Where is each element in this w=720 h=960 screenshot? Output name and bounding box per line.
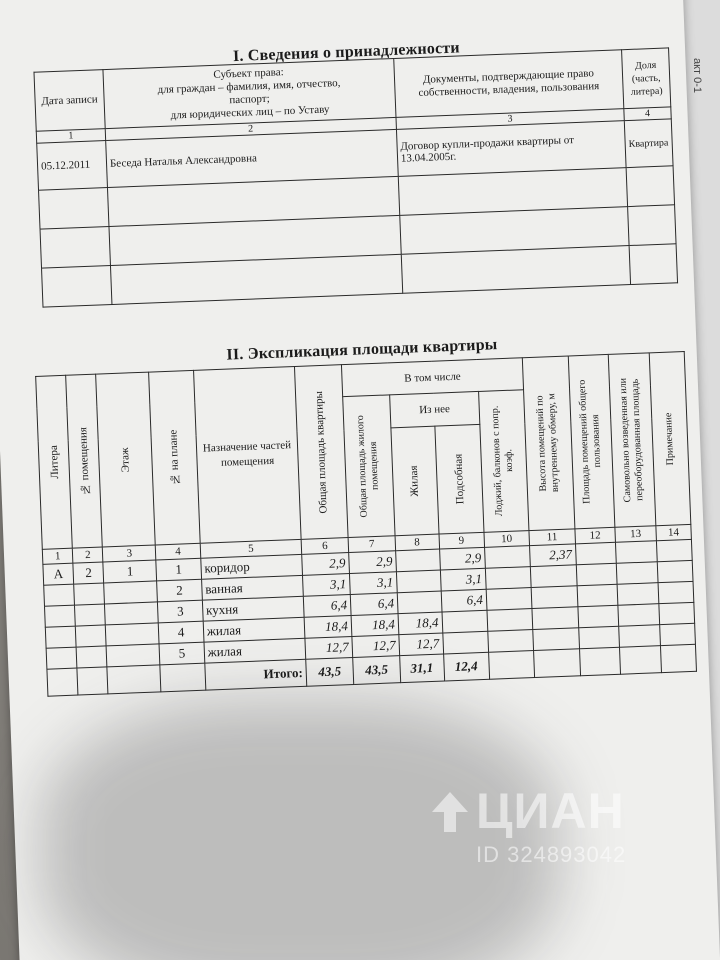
totals-label: Итого: [205, 659, 307, 690]
col-number: 12 [574, 527, 615, 544]
cell-common [576, 563, 617, 586]
cell-note [658, 581, 694, 603]
cell-common [577, 605, 618, 628]
empty-cell [629, 244, 677, 285]
cell-common [575, 542, 616, 565]
header-plan-no-text: № на плане [167, 429, 182, 486]
col-number: 9 [439, 532, 485, 549]
cell-unauth [617, 583, 658, 606]
col-number: 3 [103, 545, 156, 562]
header-note [649, 352, 691, 526]
col-number: 8 [395, 534, 439, 551]
col-number: 4 [155, 543, 200, 560]
record-docs: Договор купли-продажи квартиры от 13.04.2005г. [396, 121, 626, 177]
cell-unauth [618, 604, 659, 627]
col-number: 3 [396, 109, 625, 130]
explication-table [35, 351, 697, 697]
cell-living-total: 3,1 [349, 572, 397, 595]
cell-living [396, 549, 440, 572]
header-unauth-text: Самовольно возведенная или переоборудованная площадь [617, 377, 646, 503]
header-note-text: Примечание [662, 412, 676, 466]
header-of-which: Из нее [390, 391, 480, 427]
header-living [391, 426, 439, 536]
cell-total: 12,7 [305, 636, 353, 659]
header-living-total [343, 395, 395, 538]
cell-living-total: 12,7 [352, 635, 400, 658]
cell-aux [442, 610, 488, 633]
empty-cell [626, 166, 674, 207]
empty-cell [40, 227, 110, 269]
cell-litera [45, 626, 76, 648]
cell-note [659, 602, 695, 624]
empty-cell [660, 644, 696, 672]
col-number: 11 [529, 529, 575, 546]
cell-aux: 2,9 [439, 547, 485, 570]
cell-plan: 1 [156, 558, 201, 581]
header-floor-text: Этаж [119, 446, 133, 473]
cell-purpose: ванная [201, 575, 303, 600]
cell-common [578, 626, 619, 649]
header-aux [434, 424, 483, 534]
cell-aux [442, 631, 488, 654]
header-loggia-text: Лоджий, балконов с попр. коэф. [489, 405, 516, 517]
header-plan-no [149, 370, 200, 545]
section1-title: I. Сведения о принадлежности [232, 39, 461, 66]
cell-unauth [616, 541, 657, 564]
cell-unauth [616, 562, 657, 585]
cell-plan: 4 [158, 621, 203, 644]
col-number: 10 [484, 531, 530, 548]
cell-living [397, 591, 441, 614]
cell-floor [107, 644, 160, 667]
cell-living: 12,7 [399, 633, 443, 656]
empty-cell [401, 246, 631, 294]
cell-living: 18,4 [398, 612, 442, 635]
section2-title: II. Экспликация площади квартиры [226, 336, 498, 364]
cell-litera [44, 605, 75, 627]
col-number: 1 [42, 548, 73, 564]
col-number: 14 [656, 524, 692, 540]
cell-litera: А [43, 563, 74, 585]
side-tag: акт 0-1 [691, 58, 703, 94]
col-number: 5 [200, 539, 302, 558]
col-number: 1 [36, 129, 105, 144]
header-total-area [295, 365, 348, 540]
cell-living-total: 18,4 [351, 614, 399, 637]
subject-line-2: для граждан – фамилия, имя, отчество, [157, 77, 341, 97]
cell-height [533, 628, 579, 651]
empty-cell [620, 646, 662, 675]
cell-floor: 1 [103, 560, 156, 583]
header-living-text: Жилая [408, 465, 422, 497]
header-unauth [608, 353, 655, 527]
cell-loggia [487, 630, 533, 653]
cell-purpose: кухня [202, 596, 304, 621]
cell-litera [44, 584, 75, 606]
cell-note [656, 539, 692, 561]
col-number: 13 [615, 526, 656, 543]
cell-height [532, 607, 578, 630]
cell-height [531, 586, 577, 609]
cell-loggia [485, 567, 531, 590]
cell-room [76, 646, 107, 668]
cell-common [577, 584, 618, 607]
cell-plan: 5 [159, 642, 204, 665]
header-common [568, 354, 615, 528]
cell-aux: 6,4 [441, 589, 487, 612]
cell-total: 2,9 [302, 553, 350, 576]
cell-note [659, 623, 695, 645]
cell-height: 2,37 [530, 544, 576, 567]
header-living-total-text: Общая площадь жилого помещения [354, 415, 381, 518]
cell-total: 6,4 [303, 595, 351, 618]
header-loggia [478, 390, 529, 533]
cell-room [74, 583, 105, 605]
empty-cell [628, 205, 676, 246]
empty-cell [47, 668, 78, 696]
header-floor [96, 372, 155, 547]
header-aux-text: Подсобная [452, 453, 467, 505]
header-height-text: Высота помещений по внутреннему обмеру, м [534, 393, 562, 493]
header-docs: Документы, подтверждающие право собственности, владения, пользования [393, 50, 623, 118]
record-date: 05.12.2011 [37, 141, 108, 191]
cell-note [657, 560, 693, 582]
cian-logo-icon [430, 790, 470, 834]
header-incl: В том числе [341, 358, 523, 397]
subject-line-4: для юридических лиц – по Уставу [170, 103, 330, 122]
totals-living: 31,1 [400, 654, 445, 683]
cell-loggia [486, 588, 532, 611]
header-date: Дата записи [34, 70, 105, 132]
subject-line-1: Субъект права: [213, 66, 284, 81]
empty-cell [77, 667, 108, 695]
col-number: 4 [624, 107, 671, 121]
totals-living-total: 43,5 [353, 656, 401, 685]
col-number: 2 [105, 117, 396, 140]
empty-cell [534, 649, 580, 678]
cell-room: 2 [73, 562, 104, 584]
cell-floor [106, 623, 159, 646]
cell-room [76, 625, 107, 647]
cell-purpose: жилая [203, 617, 305, 642]
empty-cell [579, 647, 621, 676]
cell-purpose: коридор [201, 554, 303, 579]
cell-living [396, 570, 440, 593]
cell-living-total: 2,9 [349, 551, 397, 574]
header-common-text: Площадь помещений общего пользования [577, 379, 604, 505]
cell-loggia [484, 546, 530, 569]
empty-cell [39, 188, 109, 230]
cell-height [530, 565, 576, 588]
cell-room [75, 604, 106, 626]
header-room-no-text: № помещения [77, 426, 92, 496]
cell-aux: 3,1 [440, 568, 486, 591]
empty-cell [107, 665, 161, 694]
watermark-id: ID 324893042 [476, 842, 627, 867]
cell-plan: 3 [158, 600, 203, 623]
cell-litera [46, 647, 77, 669]
totals-total: 43,5 [306, 657, 354, 686]
cell-total: 3,1 [303, 574, 351, 597]
ownership-table [33, 47, 678, 307]
cell-total: 18,4 [304, 616, 352, 639]
empty-cell [160, 663, 206, 692]
empty-cell [42, 265, 112, 307]
watermark-brand: ЦИАН [476, 783, 625, 839]
cell-purpose: жилая [204, 638, 306, 663]
subject-line-3: паспорт; [229, 92, 270, 107]
cell-loggia [487, 609, 533, 632]
cell-plan: 2 [157, 579, 202, 602]
totals-aux: 12,4 [443, 652, 489, 681]
header-total-area-text: Общая площадь квартиры [312, 390, 330, 514]
empty-cell [488, 651, 534, 680]
cell-floor [105, 602, 158, 625]
header-purpose: Назначение частей помещения [193, 366, 301, 543]
cell-floor [104, 581, 157, 604]
header-height [522, 356, 574, 531]
col-number: 7 [348, 536, 396, 553]
header-share: Доля (часть, литера) [622, 48, 671, 109]
record-share: Квартира [624, 119, 673, 168]
header-subject [103, 58, 396, 128]
cell-living-total: 6,4 [350, 593, 398, 616]
header-litera-text: Литера [47, 445, 61, 480]
col-number: 2 [73, 547, 104, 563]
col-number: 6 [301, 538, 348, 555]
cell-unauth [619, 625, 660, 648]
record-subject: Беседа Наталья Александровна [106, 129, 398, 187]
